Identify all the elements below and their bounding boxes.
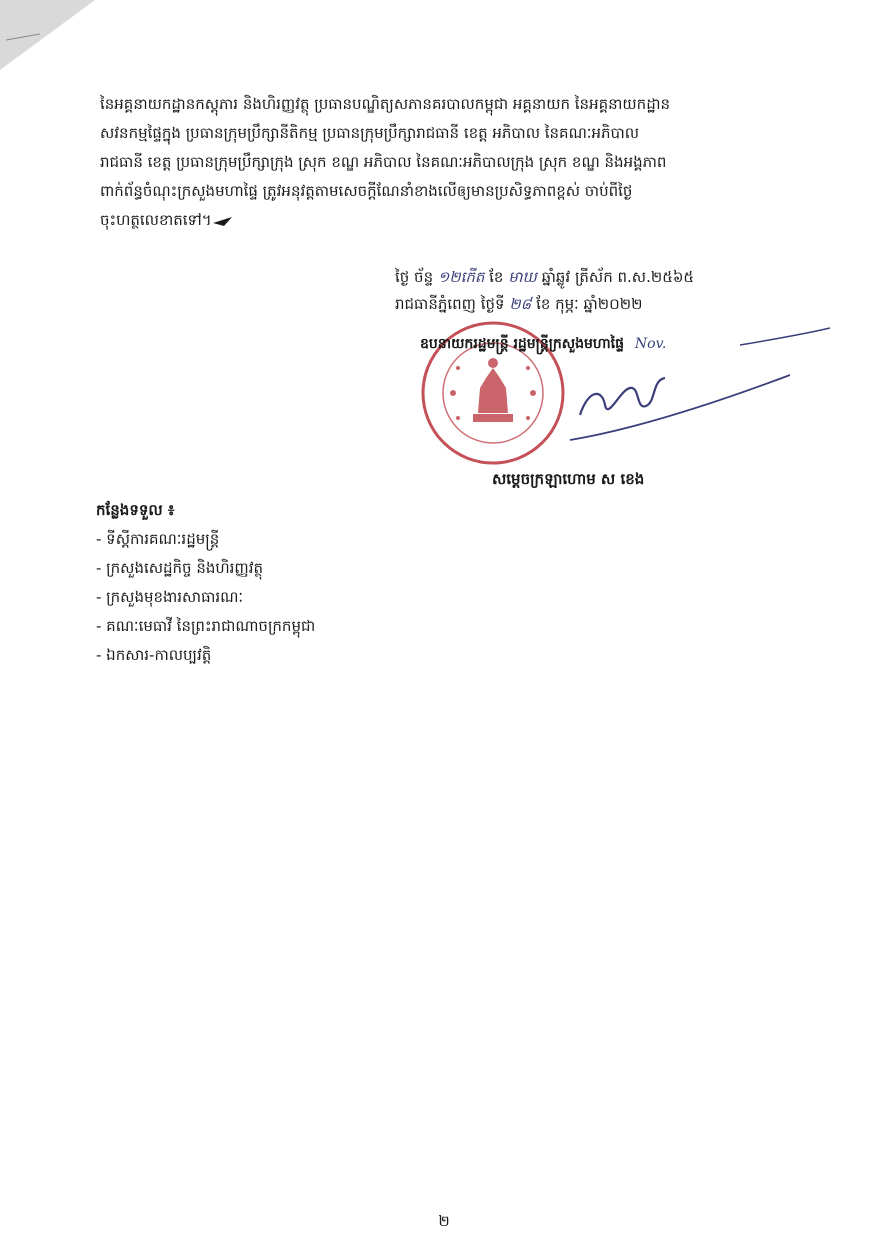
solar-day-label: រាជធានីភ្នំពេញ ថ្ងៃទី (395, 295, 505, 313)
signer-name: សម្តេចក្រឡាហោម ស ខេង (492, 470, 645, 488)
recipient-item: - ក្រសួងមុខងារសាធារណៈ (96, 588, 244, 606)
body-paragraph (100, 90, 816, 235)
lunar-day-handwritten: ១២កើត (437, 268, 485, 286)
end-mark-icon (212, 214, 234, 228)
page-number: ២ (438, 1212, 450, 1230)
body-line: ពាក់ព័ន្ធចំណុះក្រសួងមហាផ្ទៃ ត្រូវអនុវត្តតាមសេចក្តីណែនាំខាងលើឲ្យមានប្រសិទ្ធភាពខ្ពស់ ចាប់ពីថ្ងៃ (100, 182, 633, 200)
lunar-day-label: ថ្ងៃ ច័ន្ទ (395, 268, 434, 286)
body-line: នៃអគ្គនាយកដ្ឋានកស្តុភារ និងហិរញ្ញវត្ថុ ប្រធានបណ្ឌិត្យសភានគរបាលកម្ពុជា អគ្គនាយក នៃអគ្គនាយកដ្ឋាន (100, 95, 670, 113)
body-line: រាជធានី ខេត្ត ប្រធានក្រុមប្រឹក្សាក្រុង ស្រុក ខណ្ឌ អភិបាល នៃគណៈអភិបាលក្រុង ស្រុក ខណ្ឌ និងអង្គភាព (100, 153, 667, 171)
recipients-heading: កន្លែងទទួល ៖ (96, 501, 175, 519)
signer-title: ឧបនាយករដ្ឋមន្ត្រី រដ្ឋមន្ត្រីក្រសួងមហាផ្ទៃ (420, 336, 625, 352)
recipient-item: - ឯកសារ-កាលប្បវត្តិ (96, 646, 212, 664)
body-line (100, 206, 816, 235)
solar-month: ខែ កុម្ភៈ (536, 295, 579, 313)
recipient-item: - ក្រសួងសេដ្ឋកិច្ច និងហិរញ្ញវត្ថុ (96, 559, 263, 577)
lunar-month-label: ខែ (489, 268, 504, 286)
recipient-item: - គណៈមេធាវី នៃព្រះរាជាណាចក្រកម្ពុជា (96, 617, 316, 635)
handwritten-initials: Nov. (634, 336, 667, 352)
lunar-date (395, 264, 815, 291)
body-line: សវនកម្មផ្ទៃក្នុង ប្រធានក្រុមប្រឹក្សានីតិកម្ម ប្រធានក្រុមប្រឹក្សារាជធានី ខេត្ត អភិបាល នៃគណៈអភិបាល (100, 124, 640, 142)
lunar-month-handwritten: មាឃ (508, 268, 537, 286)
solar-year: ឆ្នាំ២០២២ (583, 295, 643, 313)
recipients-list (96, 525, 315, 670)
solar-day-handwritten: ២៨ (509, 295, 532, 313)
date-block (395, 264, 815, 318)
body-line-end: ចុះហត្ថលេខាតទៅ។ (100, 211, 212, 229)
lunar-year: ឆ្នាំឆ្លូវ ត្រីស័ក ព.ស.២៥៦៥ (541, 268, 695, 286)
recipient-item: - ទីស្តីការគណៈរដ្ឋមន្ត្រី (96, 530, 220, 548)
recipients-section (96, 496, 315, 670)
solar-date (395, 291, 815, 318)
handwritten-signature (540, 320, 840, 470)
